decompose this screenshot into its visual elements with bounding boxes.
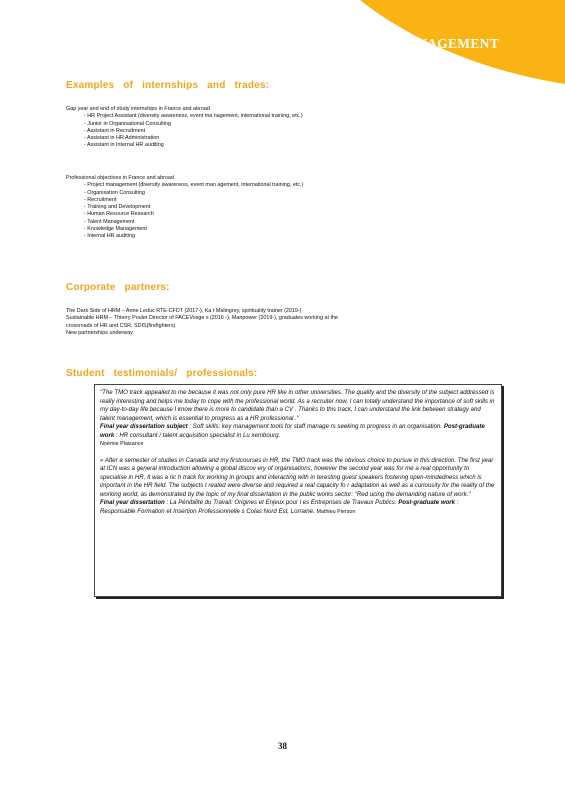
list-item: - Junior in Organisational Consulting: [84, 120, 171, 127]
corner-accent-shape: [0, 0, 565, 120]
work-label: Post-graduate work: [398, 499, 456, 506]
work-label: Post-graduate work: [100, 423, 485, 439]
list-item: - HR Project Assistant (diversity awareness, event ma nagement, international training, etc.): [84, 113, 303, 120]
page-number: 38: [278, 741, 287, 751]
list-item: - Project management (diversity awareness, event man agement, international training, etc.): [84, 182, 304, 189]
testimonials-heading: Student testimonials/ professionals:: [66, 368, 258, 379]
testimonials-box: [94, 384, 502, 597]
partners-heading: Corporate partners:: [66, 282, 170, 293]
testimonial-quote: « After a semester of studies in Canada and my firstcourses in HR, the TMO track was the obvious choice to pursue in this direction. The first year at ICN was a general introduction allowing a global discov ery of organisations, however the second year was for me a real opportunity to specialise in HR. It was a ric h track for working in groups and interacting with in teresting guest speakers fostering open-mindedness which is important in the HR field. The subjects t reated were diverse and required a real capacity fo r adaptation as well as a curiousity for the reality of the working world, as demonstrated by the topic of my final dissertation in the public works sector: "Red ucing the demanding nature of work.": [100, 456, 495, 498]
dissertation-label: Final year dissertation: [100, 499, 165, 506]
partner-line: crossroads of HR and CSR, SDIS(firefighters): [66, 322, 176, 329]
list-item: - Internal HR auditing: [84, 233, 135, 240]
gap-year-list: [66, 106, 498, 150]
list-item: - Training and Development: [84, 204, 151, 211]
work-text: : Responsable Formation et Insertion Professionnelle s Colas Nord Est, Lorraine.: [100, 499, 459, 515]
professional-objectives-list: [66, 175, 498, 241]
dissertation-label: Final year dissertation subject: [100, 423, 188, 430]
work-text: : HR consultant / talent acquisition specialist in Lu xembourg.: [115, 431, 281, 439]
list-item: - Organisation Consulting: [84, 189, 145, 196]
section-banner-title: MANAGEMENT: [394, 36, 499, 51]
testimonial-quote: "The TMO track appealed to me because it was not only pure HR like in other universities. The quality and the diversity of the subject addressed is really interesting and helps me today to cope with the professional world. As a recruiter now, I can totally understand the importance of soft skills in my day-to-day life because I know there is more to candidate than a CV . Thanks to this track, I can understand the link between strategy and talent management, which is essential to progress as a HR professional .": [100, 389, 495, 422]
partners-list: [66, 308, 498, 337]
dissertation-text: : Soft skills: key management tools for staff manage rs seeking to progress in an organisation.: [189, 423, 443, 430]
list-item: - Assistant in Internal HR auditing: [84, 142, 164, 149]
list-item: - Human Resource Research: [84, 211, 154, 218]
gap-year-heading: Gap year and end of study internships in France and abroad: [66, 106, 210, 112]
list-item: - Knowledge Management: [84, 226, 147, 233]
partner-line: Sustainable HRM – Thierry Poulet Director of FACEVosge s (2016 -), Manpower (2019-), graduates working at the: [66, 315, 338, 322]
dissertation-text: : La Pénibilité du Travail: Origines et Enjeux pour l es Entreprises de Travaux Publics.: [166, 499, 397, 506]
internships-heading: Examples of internships and trades:: [66, 80, 270, 91]
list-item: - Assistant in HR Administration: [84, 135, 160, 142]
list-item: - Assistant in Recruitment: [84, 127, 146, 134]
partner-line: New partnerships underway: [66, 329, 133, 336]
testimonial-author: Mathieu Pierson: [316, 508, 356, 515]
list-item: - Recruitment: [84, 196, 117, 203]
testimonial-author: Noémie Plaisance: [100, 441, 144, 447]
list-item: - Talent Management: [84, 218, 135, 225]
professional-heading: Professional objectives in France and abroad: [66, 175, 174, 181]
partner-line: The Dark Side of HRM – Anne Leduc RTE-CFDT (2017-), Ka t Malingrey, spirituality trainer (2019-): [66, 308, 302, 314]
